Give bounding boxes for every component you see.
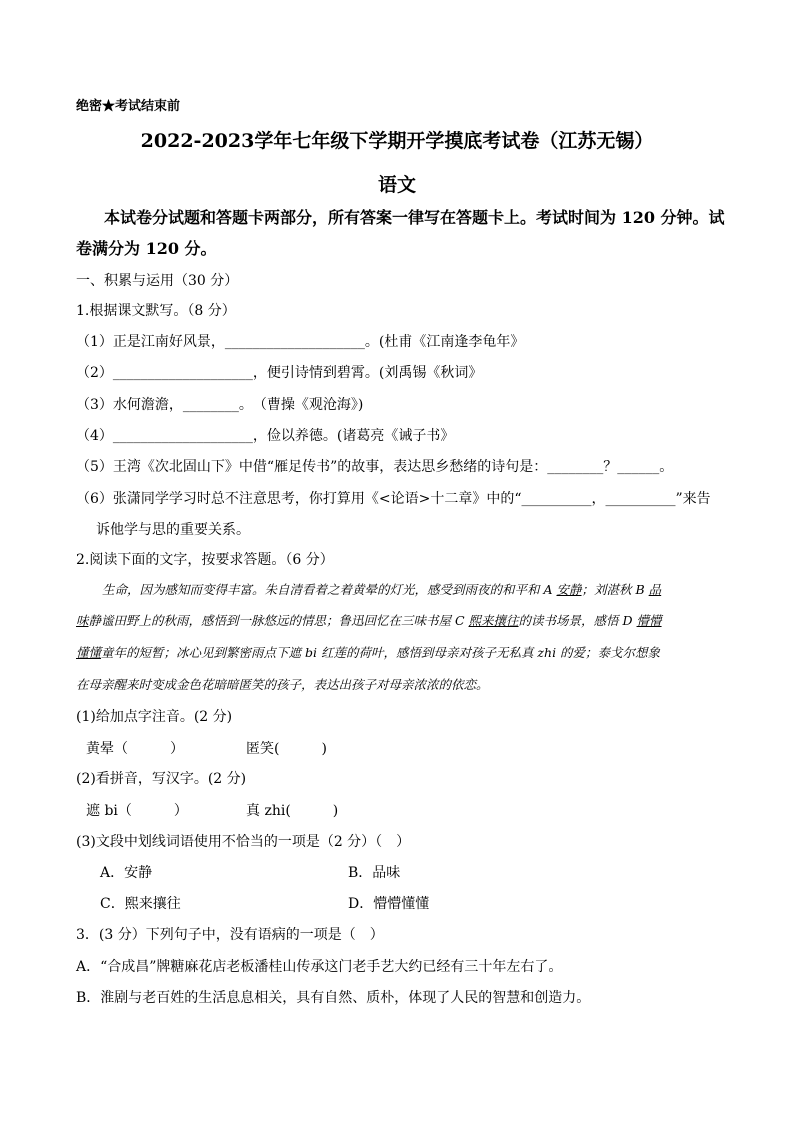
instructions-line-2: 卷满分为 120 分。 bbox=[76, 239, 217, 258]
subject-title: 语文 bbox=[377, 174, 416, 196]
question-1-item-2: （2）____________________，便引诗情到碧霄。(刘禹锡《秋词》 bbox=[76, 365, 483, 381]
subquestion-1: (1)给加点字注音。(2 分) bbox=[76, 709, 233, 725]
exam-title: 2022-2023学年七年级下学期开学摸底考试卷（江苏无锡） bbox=[140, 130, 654, 152]
subquestion-1-blank-a: 黄晕（ ） bbox=[86, 741, 184, 757]
passage-line-4: 在母亲醒来时变成金色花暗暗匿笑的孩子，表达出孩子对母亲浓浓的依恋。 bbox=[76, 677, 489, 692]
subquestion-2-blank-a: 遮 bi（ ） bbox=[86, 803, 188, 819]
option-b: B．品味 bbox=[348, 865, 401, 881]
question-3-title: 3．(3 分）下列句子中，没有语病的一项是（ ） bbox=[76, 927, 384, 943]
question-1-item-1: （1）正是江南好风景，____________________。(杜甫《江南逢李龟年》 bbox=[76, 334, 525, 350]
question-1-item-3: （3）水何澹澹，________。 （曹操《观沧海》) bbox=[76, 397, 364, 413]
option-a: A．安静 bbox=[100, 865, 153, 881]
subquestion-3: (3)文段中划线词语使用不恰当的一项是（2 分）（ ） bbox=[76, 834, 411, 850]
question-2-title: 2.阅读下面的文字，按要求答题。（6 分） bbox=[76, 552, 334, 568]
question-1-title: 1.根据课文默写。（8 分） bbox=[76, 303, 236, 319]
passage-line-1: 生命，因为感知而变得丰富。朱自清看着之着黄晕的灯光，感受到雨夜的和平和 A 安静；刘湛秋 B 品 bbox=[102, 582, 662, 597]
subquestion-2-blank-b: 真 zhi( ) bbox=[246, 803, 339, 819]
confidential-label: 绝密★考试结束前 bbox=[76, 99, 181, 114]
passage-line-3: 懂懂童年的短暂；冰心见到繁密雨点下遮 bi 红莲的荷叶，感悟到母亲对孩子无私真 zhi 的爱；泰戈尔想象 bbox=[76, 645, 661, 660]
section-heading: 一、积累与运用（30 分） bbox=[76, 273, 239, 289]
question-3-option-a: A．“合成昌”牌糖麻花店老板潘桂山传承这门老手艺大约已经有三十年左右了。 bbox=[76, 959, 563, 975]
question-1-item-6: （6）张潇同学学习时总不注意思考，你打算用《<论语>十二章》中的“__________，__________”来告 bbox=[76, 491, 711, 507]
question-3-option-b: B．淮剧与老百姓的生活息息相关，具有自然、质朴，体现了人民的智慧和创造力。 bbox=[76, 990, 591, 1006]
passage-line-2: 味静谧田野上的秋雨，感悟到一脉悠远的情思；鲁迅回忆在三味书屋 C 熙来攘往的读书场景，感悟 D 懵懵 bbox=[76, 613, 662, 628]
instructions-line-1: 本试卷分试题和答题卡两部分，所有答案一律写在答题卡上。考试时间为 120 分钟。试 bbox=[104, 208, 725, 227]
subquestion-1-blank-b: 匿笑( ) bbox=[246, 741, 327, 757]
question-1-item-5: （5）王湾《次北固山下》中借“雁足传书”的故事，表达思乡愁绪的诗句是：________？______。 bbox=[76, 459, 674, 475]
subquestion-2: (2)看拼音，写汉字。(2 分) bbox=[76, 771, 247, 787]
question-1-item-4: （4）____________________，俭以养德。(诸葛亮《诫子书》 bbox=[76, 428, 455, 444]
option-c: C．熙来攘往 bbox=[100, 896, 181, 912]
option-d: D．懵懵懂懂 bbox=[348, 896, 430, 912]
question-1-item-6-cont: 诉他学与思的重要关系。 bbox=[96, 522, 250, 538]
